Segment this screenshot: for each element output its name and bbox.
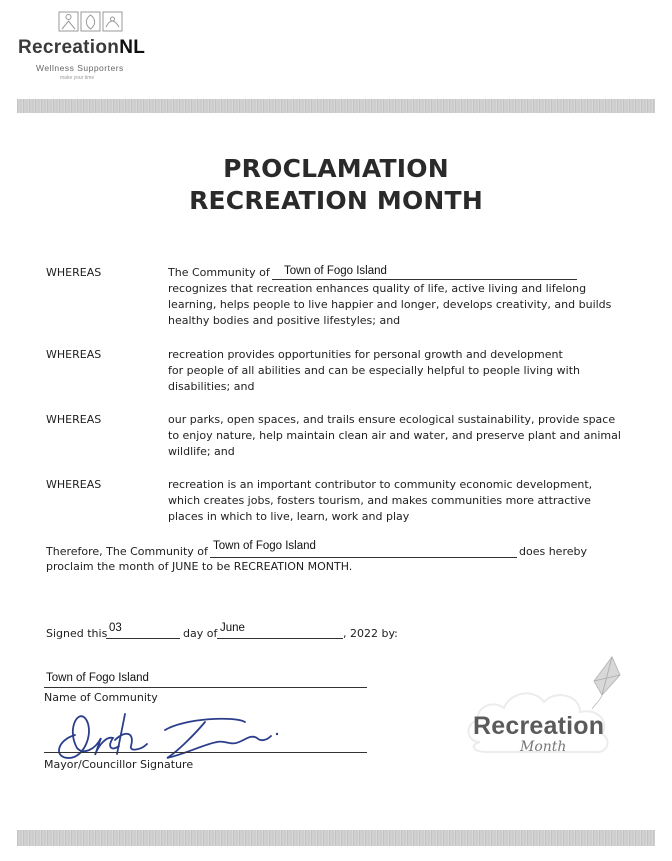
clause-1-line: recognizes that recreation enhances quality of life, active living and lifelong: [168, 282, 587, 295]
community-name-value: Town of Fogo Island: [46, 672, 149, 684]
clause-4-label: WHEREAS: [46, 478, 102, 491]
clause-1-line: healthy bodies and positive lifestyles; and: [168, 314, 401, 327]
clause-1-community-value: Town of Fogo Island: [284, 265, 387, 277]
therefore-suffix: does hereby: [519, 545, 587, 558]
therefore-line-2: proclaim the month of JUNE to be RECREATION MONTH.: [46, 560, 353, 573]
kite-icon: [582, 655, 622, 710]
brand-tagline: Wellness Supporters: [36, 63, 124, 73]
signed-day-field: [106, 624, 180, 639]
therefore-prefix: Therefore, The Community of: [46, 545, 208, 558]
clause-3-line: to enjoy nature, help maintain clean air and water, and preserve plant and animal: [168, 429, 621, 442]
clause-2-line: disabilities; and: [168, 380, 255, 393]
signature-line: [44, 752, 367, 753]
clause-3-line: wildlife; and: [168, 445, 235, 458]
signed-month-field: [217, 624, 343, 639]
community-name-label: Name of Community: [44, 691, 158, 704]
recreation-month-logo-word: Recreation: [473, 712, 605, 740]
clause-1-prefix: The Community of: [168, 266, 270, 279]
signed-year: , 2022 by:: [343, 627, 398, 640]
brand-small-tagline: make your time: [60, 75, 95, 81]
therefore-community-field: [210, 540, 517, 558]
document-title: PROCLAMATION: [223, 154, 449, 183]
footer-divider-bar: [17, 830, 655, 846]
clause-4-line: places in which to live, learn, work and play: [168, 510, 410, 523]
clause-3-line: our parks, open spaces, and trails ensure ecological sustainability, provide space: [168, 413, 616, 426]
signed-prefix: Signed this: [46, 627, 108, 640]
signed-day-of: day of: [183, 627, 218, 640]
header-divider-bar: [17, 99, 655, 113]
brand-suffix: NL: [119, 37, 146, 58]
clause-2-line: recreation provides opportunities for personal growth and development: [168, 348, 563, 361]
clause-4-line: which creates jobs, fosters tourism, and makes communities more attractive: [168, 494, 591, 507]
clause-1-label: WHEREAS: [46, 266, 102, 279]
brand-logo-text: [18, 37, 145, 59]
clause-2-label: WHEREAS: [46, 348, 102, 361]
clause-2-line: for people of all abilities and can be especially helpful to people living with: [168, 364, 580, 377]
document-subtitle: RECREATION MONTH: [189, 186, 483, 215]
brand-main: Recreation: [18, 37, 120, 58]
recreation-nl-logo-icons: [58, 9, 124, 33]
signed-month-value: June: [220, 622, 245, 634]
signature-label: Mayor/Councillor Signature: [44, 758, 194, 771]
signed-day-value: 03: [109, 622, 122, 634]
clause-1-community-field: [272, 265, 577, 280]
clause-3-label: WHEREAS: [46, 413, 102, 426]
recreation-month-logo-script: Month: [520, 739, 567, 755]
clause-1-line: learning, helps people to live happier and longer, develops creativity, and builds: [168, 298, 612, 311]
clause-1-first-line: [168, 265, 270, 281]
community-name-field: [44, 671, 367, 688]
therefore-community-value: Town of Fogo Island: [213, 540, 316, 552]
clause-4-line: recreation is an important contributor to community economic development,: [168, 478, 593, 491]
